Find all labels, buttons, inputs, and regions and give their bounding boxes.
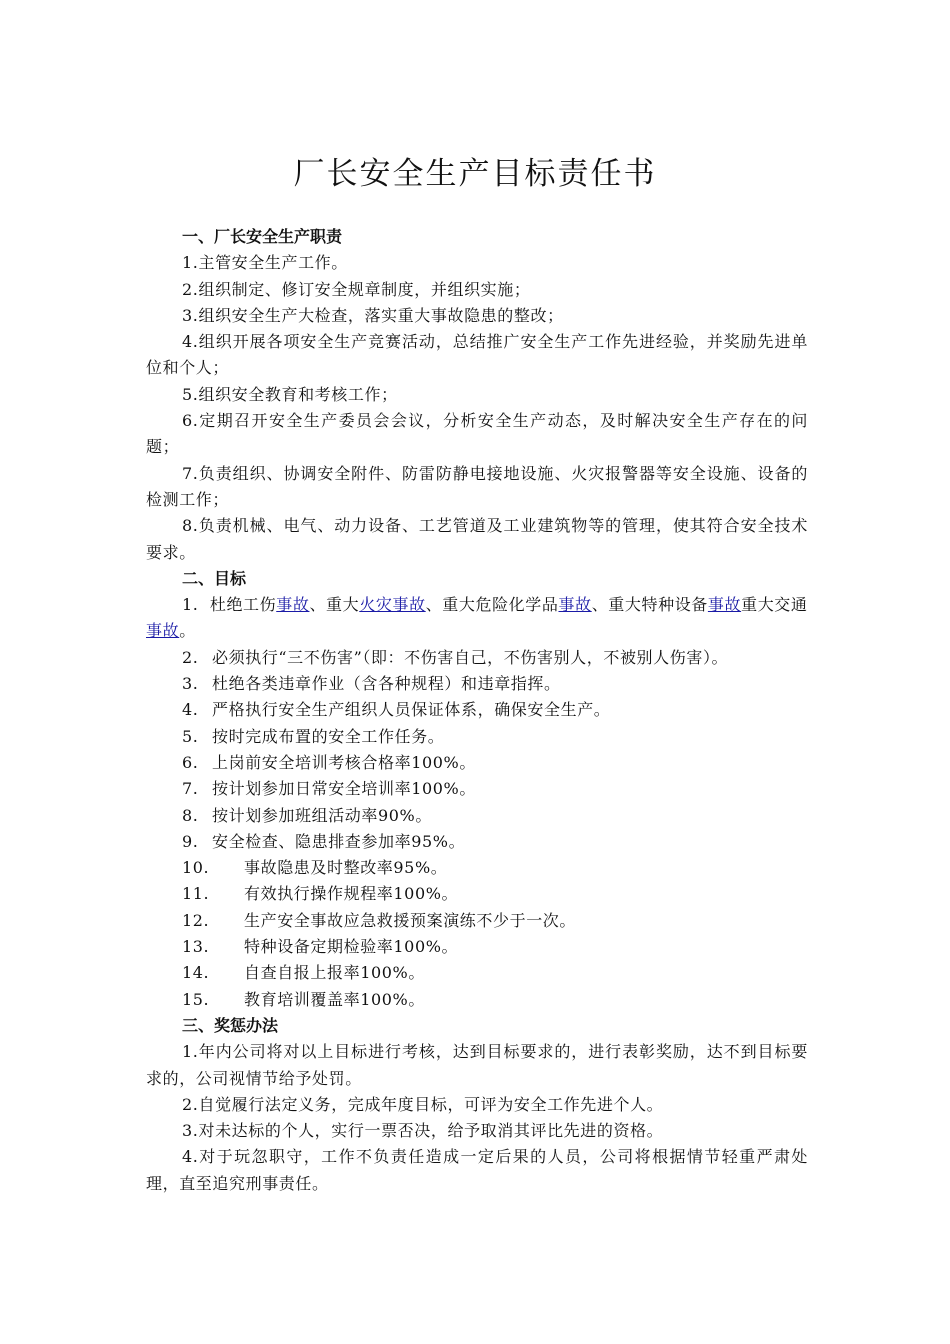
goal-text: 特种设备定期检验率100%。 <box>244 937 459 957</box>
goal-item <box>146 934 808 960</box>
goal-item <box>146 803 808 829</box>
goal-text: 按时完成布置的安全工作任务。 <box>212 726 445 746</box>
reward-item-2: 2.自觉履行法定义务，完成年度目标，可评为安全工作先进个人。 <box>182 1094 664 1114</box>
goal-text: 严格执行安全生产组织人员保证体系，确保安全生产。 <box>212 700 611 720</box>
goal-number: 12. <box>182 910 210 930</box>
goal-item <box>146 645 808 671</box>
goal-text: 按计划参加班组活动率90%。 <box>212 805 432 825</box>
goal-number: 10. <box>182 858 210 878</box>
goal-number: 6. <box>182 752 199 772</box>
duty-item-5: 5.组织安全教育和考核工作； <box>182 384 398 404</box>
goal-text: 上岗前安全培训考核合格率100%。 <box>212 752 476 772</box>
goal-number: 5. <box>182 726 199 746</box>
reward-item-3: 3.对未达标的个人，实行一票否决，给予取消其评比先进的资格。 <box>182 1121 664 1141</box>
accident-link[interactable]: 事故 <box>558 595 592 615</box>
goal-text: 事故隐患及时整改率95%。 <box>244 858 448 878</box>
duty-item-8: 8.负责机械、电气、动力设备、工艺管道及工业建筑物等的管理，使其符合安全技术要求。 <box>146 516 808 562</box>
goal-text: 。 <box>179 621 196 641</box>
goal-number: 14. <box>182 963 210 983</box>
goal-item <box>146 829 808 855</box>
goal-number: 8. <box>182 805 199 825</box>
goal-text: 杜绝各类违章作业（含各种规程）和违章指挥。 <box>212 674 561 694</box>
duty-item-3: 3.组织安全生产大检查，落实重大事故隐患的整改； <box>182 305 564 325</box>
goal-number: 7. <box>182 779 199 799</box>
goal-item <box>146 697 808 723</box>
accident-link[interactable]: 事故 <box>146 621 180 641</box>
goal-text: 安全检查、隐患排查参加率95%。 <box>212 831 466 851</box>
goal-text: 自查自报上报率100%。 <box>244 963 425 983</box>
goal-text: 生产安全事故应急救援预案演练不少于一次。 <box>244 910 577 930</box>
goal-number: 3. <box>182 674 199 694</box>
goal-item <box>146 776 808 802</box>
goal-item <box>146 881 808 907</box>
section3-heading: 三、奖惩办法 <box>182 1015 279 1035</box>
accident-link[interactable]: 事故 <box>707 595 742 615</box>
goal-text: 有效执行操作规程率100%。 <box>244 884 459 904</box>
duty-item-4: 4.组织开展各项安全生产竞赛活动，总结推广安全生产工作先进经验，并奖励先进单位和个人； <box>146 332 808 378</box>
goal-number: 4. <box>182 700 199 720</box>
goal-text: 、重大危险化学品 <box>425 595 559 615</box>
goal-text: 按计划参加日常安全培训率100%。 <box>212 779 476 799</box>
goal-text: 重大交通 <box>741 595 808 615</box>
goal-number: 15. <box>182 989 210 1009</box>
goal-item-1 <box>146 592 808 645</box>
reward-item-4: 4.对于玩忽职守，工作不负责任造成一定后果的人员，公司将根据情节轻重严肃处理，直至追究刑事责任。 <box>146 1147 808 1193</box>
duty-item-7: 7.负责组织、协调安全附件、防雷防静电接地设施、火灾报警器等安全设施、设备的检测工作； <box>146 463 808 509</box>
goal-text: 、重大 <box>309 595 360 615</box>
duty-item-2: 2.组织制定、修订安全规章制度，并组织实施； <box>182 279 531 299</box>
accident-link[interactable]: 事故 <box>276 595 310 615</box>
goal-text: 教育培训覆盖率100%。 <box>244 989 425 1009</box>
goal-text: 杜绝工伤 <box>209 595 277 615</box>
goal-item <box>146 987 808 1013</box>
section2-heading: 二、目标 <box>182 568 247 588</box>
goal-number: 11. <box>182 884 210 904</box>
goal-number: 1. <box>182 595 199 615</box>
goal-item <box>146 750 808 776</box>
duty-item-1: 1.主管安全生产工作。 <box>182 253 348 273</box>
goal-number: 2. <box>182 647 199 667</box>
goal-item <box>146 960 808 986</box>
document-title: 厂长安全生产目标责任书 <box>293 156 657 192</box>
goal-item <box>146 855 808 881</box>
goal-item <box>146 671 808 697</box>
goal-item <box>146 908 808 934</box>
goal-number: 13. <box>182 937 210 957</box>
goal-number: 9. <box>182 831 199 851</box>
section1-heading: 一、厂长安全生产职责 <box>182 227 343 246</box>
goal-item <box>146 724 808 750</box>
reward-item-1: 1.年内公司将对以上目标进行考核，达到目标要求的，进行表彰奖励，达不到目标要求的，公司视情节给予处罚。 <box>146 1042 808 1088</box>
duty-item-6: 6.定期召开安全生产委员会会议，分析安全生产动态，及时解决安全生产存在的问题； <box>146 411 808 457</box>
goal-text: 必须执行“三不伤害”（即：不伤害自己，不伤害别人，不被别人伤害）。 <box>212 647 729 667</box>
document-body <box>146 224 808 1197</box>
goal-text: 、重大特种设备 <box>591 595 708 615</box>
fire-accident-link[interactable]: 火灾事故 <box>359 595 426 615</box>
